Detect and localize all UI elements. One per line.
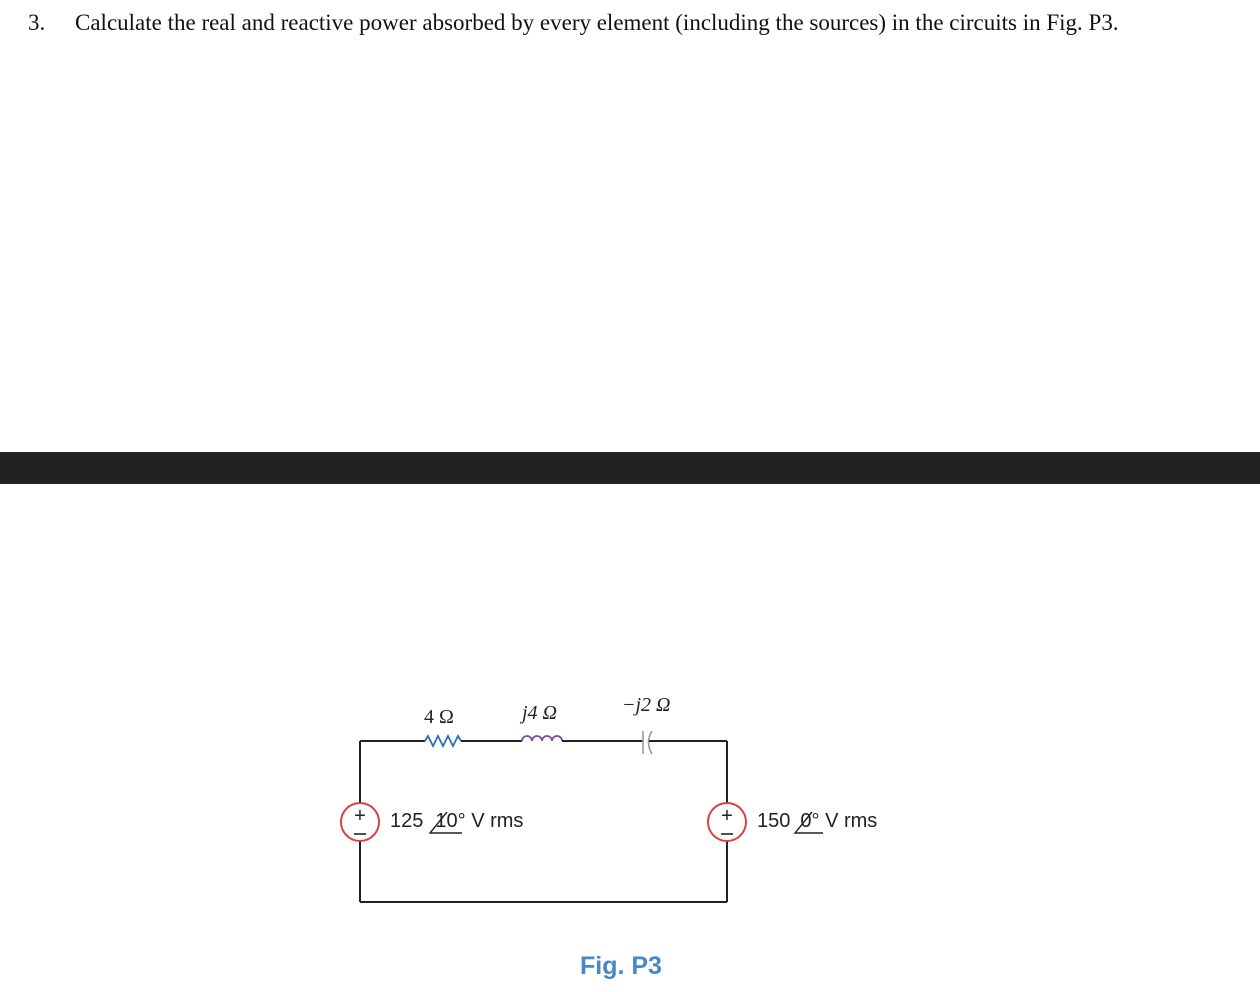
- resistor-label: 4 Ω: [424, 706, 454, 728]
- right-source-magnitude: 150: [757, 810, 791, 832]
- left-source-plus: +: [354, 805, 366, 827]
- right-source-label: [757, 810, 877, 833]
- left-source-magnitude: 125: [390, 810, 424, 832]
- inductor-symbol: [522, 736, 562, 741]
- circuit-figure: [300, 690, 910, 920]
- problem-text: Calculate the real and reactive power absorbed by every element (including the sources) in the circuits in Fig. P3.: [75, 10, 1119, 35]
- circuit-diagram: [300, 690, 910, 920]
- left-source-unit: V rms: [471, 810, 524, 832]
- resistor-symbol: [425, 736, 461, 746]
- left-source-angle: 10°: [435, 810, 466, 832]
- problem-number: 3.: [28, 10, 46, 35]
- dark-separator-band: [0, 452, 1260, 484]
- capacitor-label: −j2 Ω: [622, 694, 671, 716]
- figure-caption: Fig. P3: [580, 952, 662, 980]
- capacitor-plate-curved: [649, 731, 653, 754]
- inductor-label: j4 Ω: [522, 702, 558, 724]
- right-source-angle: 0°: [800, 810, 820, 832]
- problem-statement: [28, 10, 1119, 36]
- right-source-unit: V rms: [825, 810, 878, 832]
- right-source-plus: +: [721, 805, 733, 827]
- left-source-label: [390, 810, 523, 833]
